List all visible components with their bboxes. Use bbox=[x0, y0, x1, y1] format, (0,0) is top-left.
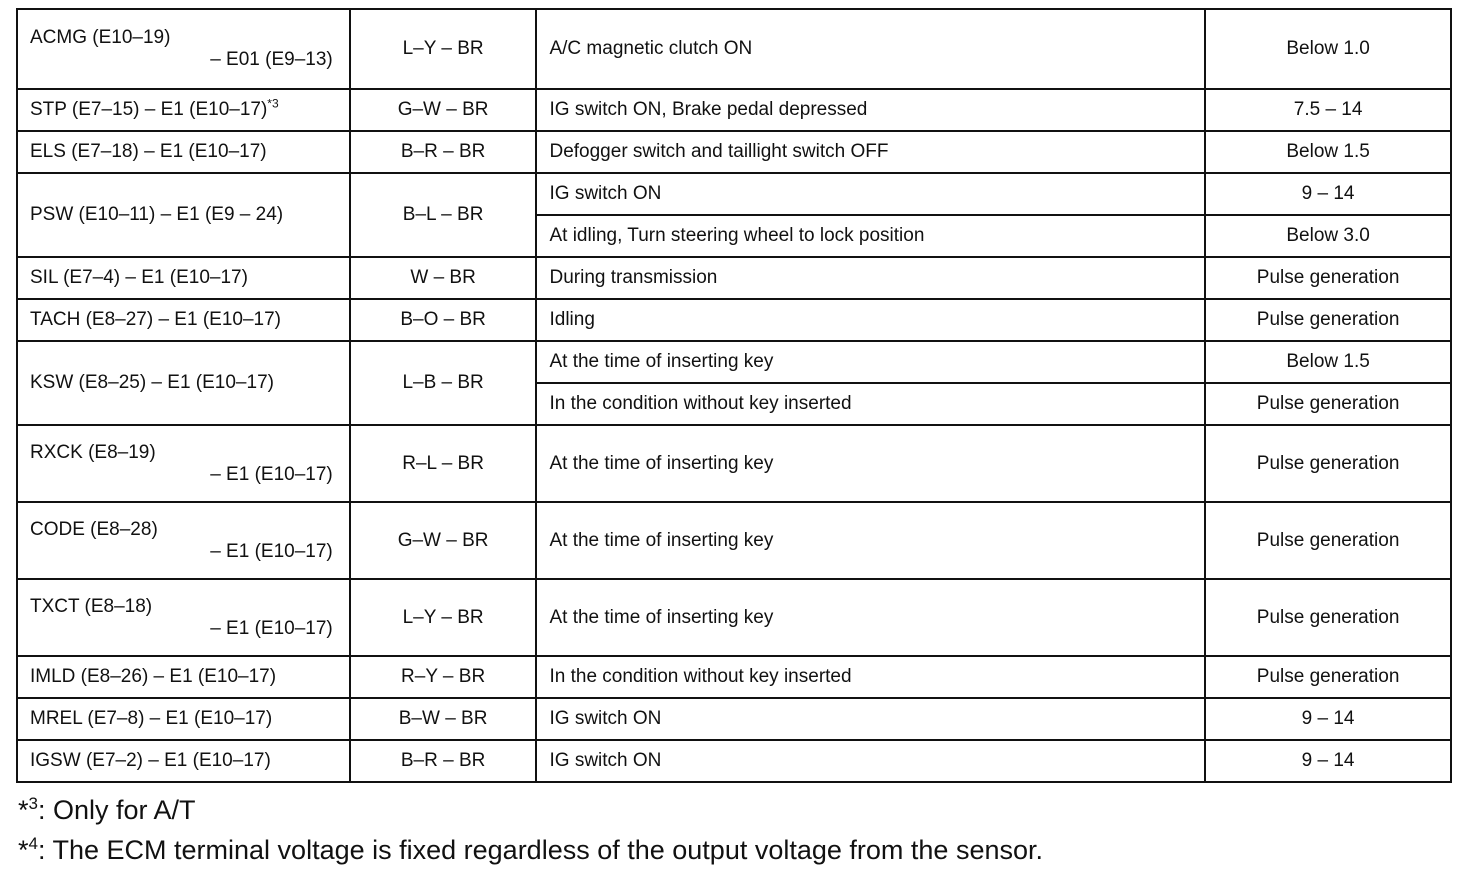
specified-condition-cell: Pulse generation bbox=[1205, 579, 1451, 656]
terminal-cell bbox=[17, 425, 350, 502]
terminal-cell: IGSW (E7–2) – E1 (E10–17) bbox=[17, 740, 350, 782]
specified-condition-cell: Pulse generation bbox=[1205, 299, 1451, 341]
condition-cell: At the time of inserting key bbox=[536, 425, 1205, 502]
terminal-cell: SIL (E7–4) – E1 (E10–17) bbox=[17, 257, 350, 299]
terminal-cell: KSW (E8–25) – E1 (E10–17) bbox=[17, 341, 350, 425]
terminal-line-2: – E1 (E10–17) bbox=[210, 463, 333, 485]
wiring-color-cell: L–B – BR bbox=[350, 341, 537, 425]
specified-condition-cell: Below 3.0 bbox=[1205, 215, 1451, 257]
specified-condition-cell: Below 1.5 bbox=[1205, 341, 1451, 383]
wiring-color-cell: B–L – BR bbox=[350, 173, 537, 257]
specified-condition-cell: 7.5 – 14 bbox=[1205, 89, 1451, 131]
terminal-cell: ELS (E7–18) – E1 (E10–17) bbox=[17, 131, 350, 173]
wiring-color-cell: L–Y – BR bbox=[350, 579, 537, 656]
specified-condition-cell: Pulse generation bbox=[1205, 425, 1451, 502]
wiring-color-cell: B–R – BR bbox=[350, 740, 537, 782]
specified-condition-cell: Pulse generation bbox=[1205, 383, 1451, 425]
terminal-cell bbox=[17, 89, 350, 131]
terminal-line-1: TXCT (E8–18) bbox=[30, 595, 153, 617]
condition-cell: In the condition without key inserted bbox=[536, 383, 1205, 425]
terminal-text: STP (E7–15) – E1 (E10–17) bbox=[30, 99, 268, 120]
terminal-line-2: – E1 (E10–17) bbox=[210, 540, 333, 562]
condition-cell: At the time of inserting key bbox=[536, 341, 1205, 383]
condition-cell: At idling, Turn steering wheel to lock position bbox=[536, 215, 1205, 257]
footnote-text: : The ECM terminal voltage is fixed regardless of the output voltage from the sensor. bbox=[37, 835, 1043, 865]
wiring-color-cell: G–W – BR bbox=[350, 502, 537, 579]
table-row bbox=[17, 299, 1451, 341]
wiring-color-cell: W – BR bbox=[350, 257, 537, 299]
terminal-cell bbox=[17, 579, 350, 656]
condition-cell: IG switch ON bbox=[536, 173, 1205, 215]
specified-condition-cell: 9 – 14 bbox=[1205, 173, 1451, 215]
specified-condition-cell: 9 – 14 bbox=[1205, 740, 1451, 782]
table-row bbox=[17, 656, 1451, 698]
terminal-line-1: ACMG (E10–19) bbox=[30, 27, 171, 48]
wiring-color-cell: B–O – BR bbox=[350, 299, 537, 341]
table-row bbox=[17, 131, 1451, 173]
wiring-color-cell: R–L – BR bbox=[350, 425, 537, 502]
specified-condition-cell: Pulse generation bbox=[1205, 656, 1451, 698]
table-row bbox=[17, 579, 1451, 656]
condition-cell: A/C magnetic clutch ON bbox=[536, 9, 1205, 89]
terminal-cell bbox=[17, 9, 350, 89]
footnotes bbox=[18, 790, 1418, 870]
condition-cell: Idling bbox=[536, 299, 1205, 341]
footnote-2 bbox=[18, 830, 1418, 870]
specified-condition-cell: Pulse generation bbox=[1205, 502, 1451, 579]
terminal-line-1: RXCK (E8–19) bbox=[30, 441, 156, 463]
condition-cell: During transmission bbox=[536, 257, 1205, 299]
terminal-line-2: – E01 (E9–13) bbox=[210, 49, 333, 70]
terminal-line-1: CODE (E8–28) bbox=[30, 518, 158, 540]
terminal-cell: TACH (E8–27) – E1 (E10–17) bbox=[17, 299, 350, 341]
specified-condition-cell: 9 – 14 bbox=[1205, 698, 1451, 740]
footnote-number: 4 bbox=[28, 834, 38, 853]
footnote-star: * bbox=[18, 835, 29, 865]
specified-condition-cell: Pulse generation bbox=[1205, 257, 1451, 299]
table-row bbox=[17, 9, 1451, 89]
wiring-color-cell: G–W – BR bbox=[350, 89, 537, 131]
wiring-color-cell: L–Y – BR bbox=[350, 9, 537, 89]
terminal-cell: MREL (E7–8) – E1 (E10–17) bbox=[17, 698, 350, 740]
condition-cell: IG switch ON, Brake pedal depressed bbox=[536, 89, 1205, 131]
table-row bbox=[17, 173, 1451, 215]
specified-condition-cell: Below 1.0 bbox=[1205, 9, 1451, 89]
condition-cell: At the time of inserting key bbox=[536, 502, 1205, 579]
table-row bbox=[17, 425, 1451, 502]
table-row bbox=[17, 502, 1451, 579]
footnote-mark: *3 bbox=[267, 96, 279, 111]
condition-cell: IG switch ON bbox=[536, 740, 1205, 782]
condition-cell: At the time of inserting key bbox=[536, 579, 1205, 656]
table-row bbox=[17, 257, 1451, 299]
footnote-1 bbox=[18, 790, 1418, 830]
condition-cell: IG switch ON bbox=[536, 698, 1205, 740]
table-row bbox=[17, 89, 1451, 131]
table-row bbox=[17, 698, 1451, 740]
terminal-cell: PSW (E10–11) – E1 (E9 – 24) bbox=[17, 173, 350, 257]
footnote-number: 3 bbox=[28, 794, 38, 813]
table-row bbox=[17, 341, 1451, 383]
footnote-text: : Only for A/T bbox=[37, 795, 196, 825]
wiring-color-cell: B–R – BR bbox=[350, 131, 537, 173]
condition-cell: In the condition without key inserted bbox=[536, 656, 1205, 698]
specified-condition-cell: Below 1.5 bbox=[1205, 131, 1451, 173]
terminal-cell: IMLD (E8–26) – E1 (E10–17) bbox=[17, 656, 350, 698]
terminal-cell bbox=[17, 502, 350, 579]
ecm-terminal-table bbox=[16, 8, 1452, 783]
condition-cell: Defogger switch and taillight switch OFF bbox=[536, 131, 1205, 173]
wiring-color-cell: R–Y – BR bbox=[350, 656, 537, 698]
wiring-color-cell: B–W – BR bbox=[350, 698, 537, 740]
footnote-star: * bbox=[18, 795, 29, 825]
table-row bbox=[17, 740, 1451, 782]
terminal-line-2: – E1 (E10–17) bbox=[210, 617, 333, 639]
